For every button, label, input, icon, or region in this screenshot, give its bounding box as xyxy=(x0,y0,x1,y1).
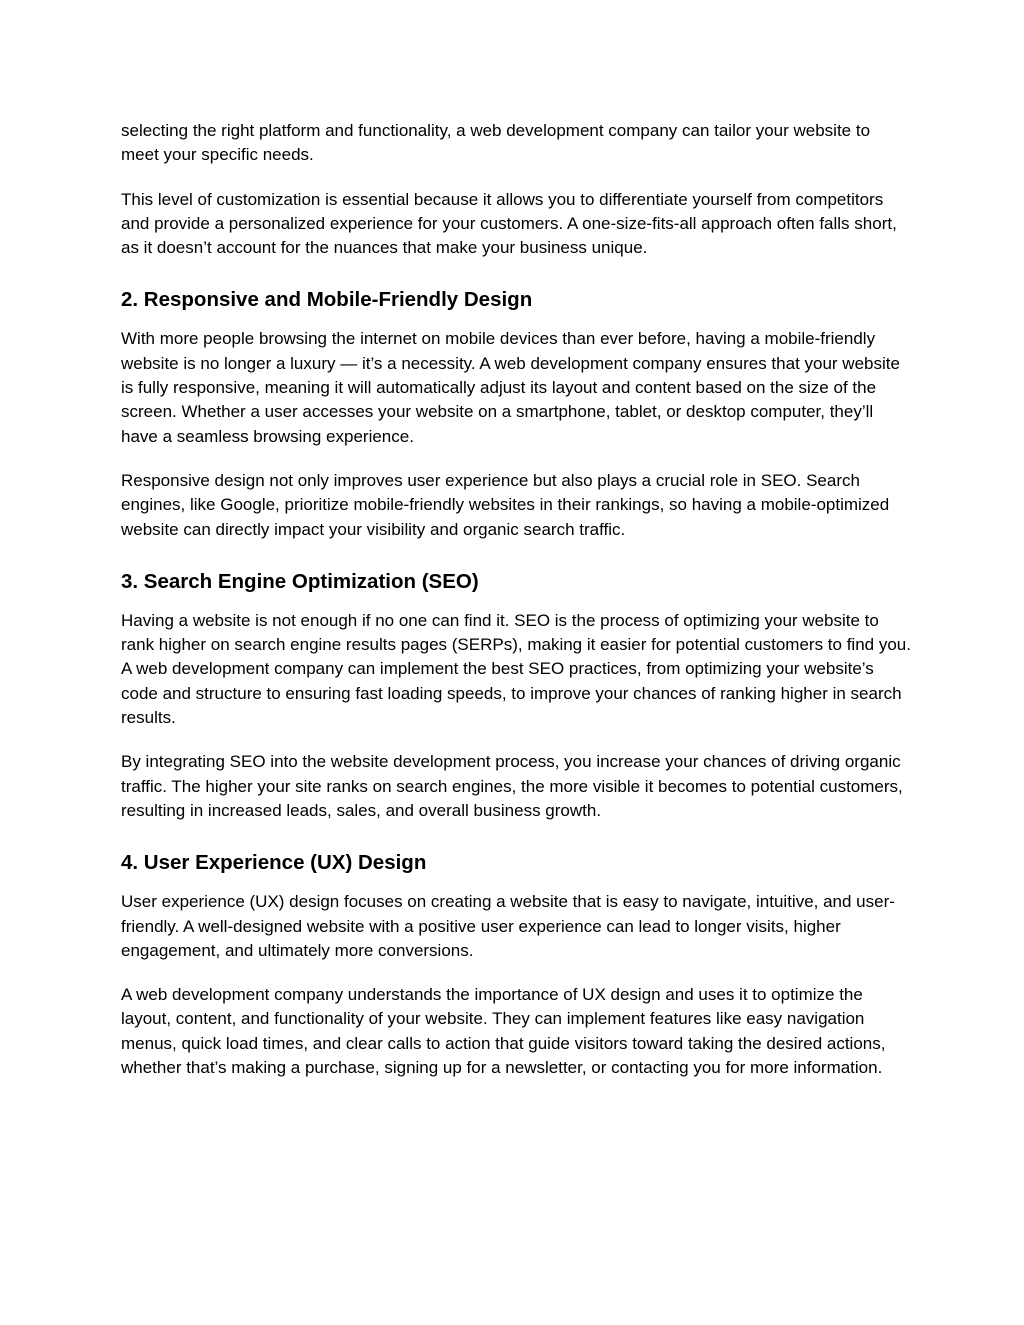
section-responsive-paragraph-2: Responsive design not only improves user experience but also plays a crucial role in SEO. Search engines, like Google, prioritize mobile-friendly websites in their rankings, so having a mobile-optimized website can directly impact your visibility and organic search traffic. xyxy=(121,470,890,539)
document-page xyxy=(121,119,911,1100)
section-heading-responsive-design: 2. Responsive and Mobile-Friendly Design xyxy=(121,288,533,312)
section-seo-paragraph-2: By integrating SEO into the website development process, you increase your chances of driving organic traffic. The higher your site ranks on search engines, the more visible it becomes to potential customers, resulting in increased leads, sales, and overall business growth. xyxy=(121,752,903,820)
section-responsive-paragraph-1: With more people browsing the internet on mobile devices than ever before, having a mobile-friendly website is no longer a luxury — it’s a necessity. A web development company ensures that your website is fully responsive, meaning it will automatically adjust its layout and content based on the size of the screen. Whether a user accesses your website on a smartphone, tablet, or desktop computer, they’ll have a seamless browsing experience. xyxy=(121,329,900,446)
intro-paragraph-1: selecting the right platform and functionality, a web development company can tailor your website to meet your specific needs. xyxy=(121,121,871,165)
section-heading-seo: 3. Search Engine Optimization (SEO) xyxy=(121,569,479,593)
section-seo-paragraph-1: Having a website is not enough if no one can find it. SEO is the process of optimizing your website to rank higher on search engine results pages (SERPs), making it easier for potential customers to find you. A web development company can implement the best SEO practices, from optimizing your website’s code and structure to ensuring fast loading speeds, to improve your chances of ranking higher in search results. xyxy=(121,610,911,728)
section-heading-ux-design: 4. User Experience (UX) Design xyxy=(121,851,427,875)
section-ux-paragraph-2: A web development company understands the importance of UX design and uses it to optimize the layout, content, and functionality of your website. They can implement features like easy navigation menus, quick load times, and clear calls to action that guide visitors toward taking the desired actions, whether that’s making a purchase, signing up for a newsletter, or contacting you for more information. xyxy=(121,985,886,1078)
intro-paragraph-2: This level of customization is essential because it allows you to differentiate yourself from competitors and provide a personalized experience for your customers. A one-size-fits-all approach often falls short, as it doesn’t account for the nuances that make your business unique. xyxy=(121,189,897,258)
section-ux-paragraph-1: User experience (UX) design focuses on creating a website that is easy to navigate, intuitive, and user-friendly. A well-designed website with a positive user experience can lead to longer visits, higher engagement, and ultimately more conversions. xyxy=(121,892,895,960)
